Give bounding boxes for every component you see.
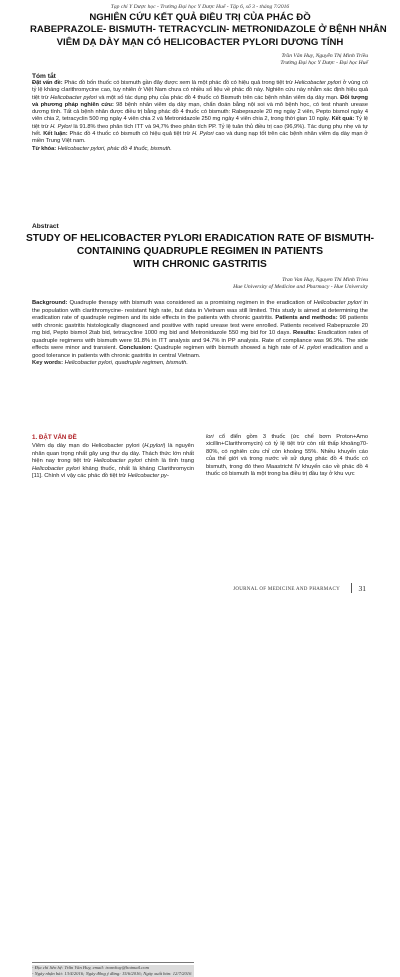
abstract-text: 98 patients with chronic gastritis histologically diagnosed and positive with rapid urease test were enrolled. Patients received Rabeprazole 20 mg bid, Pepto bismol 2tab bid, tetracycline 1000 mg bid and Metronidazole 550 mg bid for 10 days. — [32, 315, 368, 336]
english-title-line: CONTAINING QUADRUPLE REGIMEN IN PATIENTS — [76, 246, 324, 257]
page-number: 31 — [358, 584, 366, 593]
english-authors-block — [233, 277, 368, 292]
body-text: Viêm dạ dày mạn do Helicobacter pylori ( — [32, 443, 145, 450]
species-name: lori — [206, 434, 214, 440]
abstract-text: Eradication rates of quadruple regimens with bismuth were 91.8% in ITT analysis and 94.7% in PP analysis. Rate of compliance was 96.9%. The side effects were minor and transient. — [32, 330, 369, 351]
body-text: cổ điển gồm 3 thuốc (ức chế bơm Proton+Amo xicillin+Clarithromycin) có tỷ lệ tiệt trừ còn rất thấp khoảng70-80%, có nghiên cứu chỉ còn khoảng 55%. Nhiều khuyến cáo của thế giới và trong nước về sử dụng phác đồ 4 thuốc có bismuth, trong đó theo Maastricht IV khuyến cáo về phác đồ 4 thuốc có bismuth là một trong ba điều trị đầu tay ở khu vực — [206, 434, 368, 478]
vietnamese-authors: Trần Văn Huy, Nguyễn Thị Minh Triều — [281, 53, 368, 59]
page-number-divider — [351, 583, 352, 593]
background-label: Background: — [32, 300, 68, 306]
keywords-text: Helicobacter pylori, phác đồ 4 thuốc, bismuth. — [56, 145, 172, 152]
abstract-text: Quadruple therapy with bismuth was considered as a promising regimen in the eradication of — [67, 300, 314, 306]
abstract-text: là 91.8% theo phân tích ITT và 94,7% theo phân tích PP. Tỷ lệ tuân thủ điều trị cao (96,9%). Tác dụng phụ nhẹ và tự hết. — [32, 123, 368, 138]
vietnamese-keywords — [32, 146, 368, 153]
english-abstract-label: Abstract — [32, 223, 59, 230]
species-name: Helicobacter pylori — [32, 465, 80, 472]
left-column — [32, 434, 194, 480]
english-authors: Tran Van Huy, Nguyen Thi Minh Trieu — [282, 277, 368, 283]
vietnamese-title-line: NGHIÊN CỨU KẾT QUẢ ĐIỀU TRỊ CỦA PHÁC ĐỒ — [89, 12, 311, 23]
abstract-text: Phác đồ 4 thuốc có bismuth có hiệu quả tiệt trừ — [67, 131, 193, 138]
species-name: H.pylori — [144, 443, 164, 450]
keywords-label: Key words: — [32, 360, 63, 366]
footnote — [32, 962, 194, 977]
vietnamese-title-line: RABEPRAZOLE- BISMUTH- TETRACYCLIN- METRONIDAZOLE Ở BỆNH NHÂN — [30, 24, 387, 36]
english-title-line: WITH CHRONIC GASTRITIS — [133, 259, 267, 270]
species-name: H. Pylori — [50, 123, 72, 130]
conclusion-label: Kết luận: — [43, 131, 68, 138]
background-label: Đặt vấn đề: — [32, 80, 63, 86]
english-abstract — [32, 300, 368, 368]
abstract-text: 98 bệnh nhân viêm dạ dày mạn, chẩn đoán bằng nội soi và mô bệnh học, có test nhanh urease dương tính. Tất cả bệnh nhân được điều trị bằng phác đồ 4 thuốc có bismuth: Rabeprazole 20 mg ngày 2 viên, Pepto bismol ngày 4 viên chia 2, tetracyclin 500 mg ngày 4 viên chia 2 và Metronidazole 250 mg ngày 4 viên chia 2, trong thời gian 10 ngày. — [32, 101, 368, 123]
species-name: Helicobacter pylori — [93, 458, 142, 465]
methods-label: Đối tượng và phương pháp nghiên cứu: — [32, 94, 368, 108]
keywords-text: Helicobacter pylori, quadruple regimen, bismuth. — [63, 360, 188, 366]
right-column-paragraph — [206, 434, 368, 478]
english-title — [26, 232, 374, 271]
methods-label: Patients and methods: — [275, 315, 338, 321]
abstract-text: in the population with clarithromycine- resistant high rate, but data in Vietnam was still limited. This study is aimed at determining the eradication rate of quadruple regimen and its side effects in the patients with chronic gastritis. — [32, 300, 368, 321]
species-name: Helicobacter py- — [127, 473, 169, 480]
section-heading: 1. ĐẶT VẤN ĐỀ — [32, 434, 77, 441]
vietnamese-title — [30, 12, 387, 49]
english-keywords — [32, 360, 368, 368]
footnote-dates: - Ngày nhận bài: 13/4/2016; Ngày đồng ý đăng: 15/6/2016; Ngày xuất bản: 12/7/2016 — [32, 971, 194, 977]
body-text: chính là tình trạng — [141, 458, 194, 465]
vietnamese-abstract-body — [32, 80, 368, 146]
abstract-text: Tỷ lệ tiệt trừ — [32, 116, 368, 130]
journal-footer: JOURNAL OF MEDICINE AND PHARMACY — [233, 587, 340, 592]
species-name: Helicobacter pylori — [294, 80, 342, 86]
abstract-text: cao và dung nạp tốt trên các bệnh nhân viêm dạ dày mạn ở miền Trung Việt nam. — [32, 131, 368, 145]
abstract-text: và một số tác dụng phụ của phác đồ 4 thuốc có Bismuth trên các bệnh nhân viêm dạ dày mạn. — [96, 94, 341, 101]
english-abstract-body — [32, 300, 368, 360]
vietnamese-abstract — [32, 80, 368, 153]
abstract-text: Quadruple regimen with bismuth showed a high rate of — [152, 345, 300, 351]
english-title-line: STUDY OF HELICOBACTER PYLORI ERADICATION RATE OF BISMUTH- — [26, 233, 375, 244]
vietnamese-authors-block — [280, 53, 368, 68]
vietnamese-summary-label: Tóm tắt — [32, 73, 56, 80]
vietnamese-affiliation: Trường Đại học Y Dược - Đại học Huế — [280, 60, 368, 67]
results-label: Kết quả: — [331, 116, 355, 123]
footnote-contact: - Địa chỉ liên hệ: Trần Văn Huy, email: tranvhuy@hotmail.com — [32, 965, 194, 971]
species-name: Helicobacter pylori — [50, 94, 97, 101]
english-affiliation: Hue University of Medicine and Pharmacy - Hue University — [233, 284, 368, 291]
abstract-text: eradication and a good tolerance in patients with chronic gastritis in central Vietnam. — [32, 345, 368, 359]
species-name: H. pylori — [299, 345, 321, 351]
results-label: Results: — [292, 330, 316, 336]
abstract-text: Phác đồ bốn thuốc có bismuth gần đây được xem là một phác đồ có hiệu quả trong tiệt trừ — [62, 80, 295, 86]
body-text: ) là nguyên nhân quan trọng nhất gây ung thư dạ dày. Thách thức lớn nhất hiện nay trong tiệt trừ — [32, 443, 194, 465]
body-text: kháng thuốc, nhất là kháng Clarithromycin [11]. Chính vì vậy các phác đồ tiệt trừ — [32, 465, 194, 480]
abstract-text: ở vùng có tỷ lệ kháng clarithromycine cao, tuy nhiên ở Việt Nam chưa có nhiều số liệu về phác đồ này. Nghiên cứu này nhằm xác định hiệu quả tiệt trừ — [32, 80, 368, 101]
species-name: H. Pylori — [192, 131, 214, 138]
keywords-label: Từ khóa: — [32, 145, 57, 152]
right-column — [206, 434, 368, 478]
vietnamese-title-line: VIÊM DẠ DÀY MẠN CÓ HELICOBACTER PYLORI DƯƠNG TÍNH — [56, 36, 344, 48]
conclusion-label: Conclusion: — [119, 345, 153, 351]
species-name: Helicobacter pylori — [313, 300, 362, 306]
left-column-paragraph — [32, 443, 194, 480]
running-header: Tạp chí Y Dược học - Trường Đại học Y Dược Huế - Tập 6, số 3 - tháng 7/2016 — [110, 4, 290, 10]
